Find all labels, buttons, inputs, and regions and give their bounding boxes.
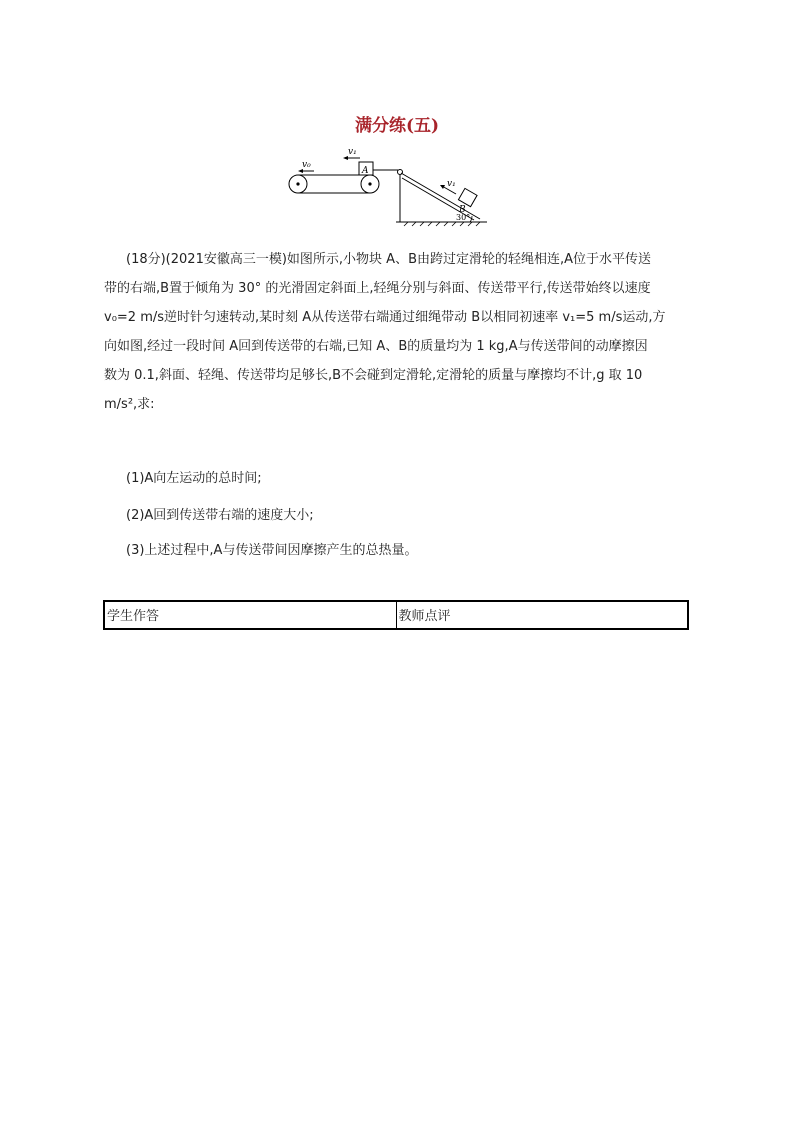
physics-diagram (284, 142, 500, 230)
student-answer-cell[interactable]: 学生作答 (107, 609, 160, 624)
subquestion-3: (3)上述过程中,A与传送带间因摩擦产生的总热量。 (126, 543, 418, 558)
angle-label: 30° (456, 213, 471, 222)
block-a-label: A (362, 166, 369, 176)
answer-table (103, 600, 689, 630)
conveyor-belt (289, 175, 379, 193)
question-text (104, 245, 694, 419)
page-title: 满分练(五) (354, 116, 440, 136)
teacher-comment-cell[interactable]: 教师点评 (396, 602, 688, 628)
question-line: 向如图,经过一段时间 A回到传送带的右端,已知 A、B的质量均为 1 kg,A与传送带间的动摩擦因 (104, 339, 648, 354)
subquestion-2: (2)A回到传送带右端的速度大小; (126, 508, 314, 523)
question-line: (18分)(2021安徽高三一模)如图所示,小物块 A、B由跨过定滑轮的轻绳相连,A位于水平传送 (126, 252, 652, 267)
block-b-label: B (459, 205, 466, 215)
subquestion-1: (1)A向左运动的总时间; (126, 471, 262, 486)
question-line: m/s²,求: (104, 397, 155, 412)
pulley (398, 170, 403, 223)
question-line: v₀=2 m/s逆时针匀速转动,某时刻 A从传送带右端通过细绳带动 B以相同初速率 v₁=5 m/s运动,方 (104, 310, 666, 325)
block-b (458, 188, 477, 206)
question-line: 数为 0.1,斜面、轻绳、传送带均足够长,B不会碰到定滑轮,定滑轮的质量与摩擦均不计,g 取 10 (104, 368, 643, 383)
v0-label: v₀ (302, 160, 311, 170)
question-line: 带的右端,B置于倾角为 30° 的光滑固定斜面上,轻绳分别与斜面、传送带平行,传送带始终以速度 (104, 281, 651, 296)
v1-incline-label: v₁ (447, 179, 456, 189)
v1-top-label: v₁ (348, 147, 357, 157)
